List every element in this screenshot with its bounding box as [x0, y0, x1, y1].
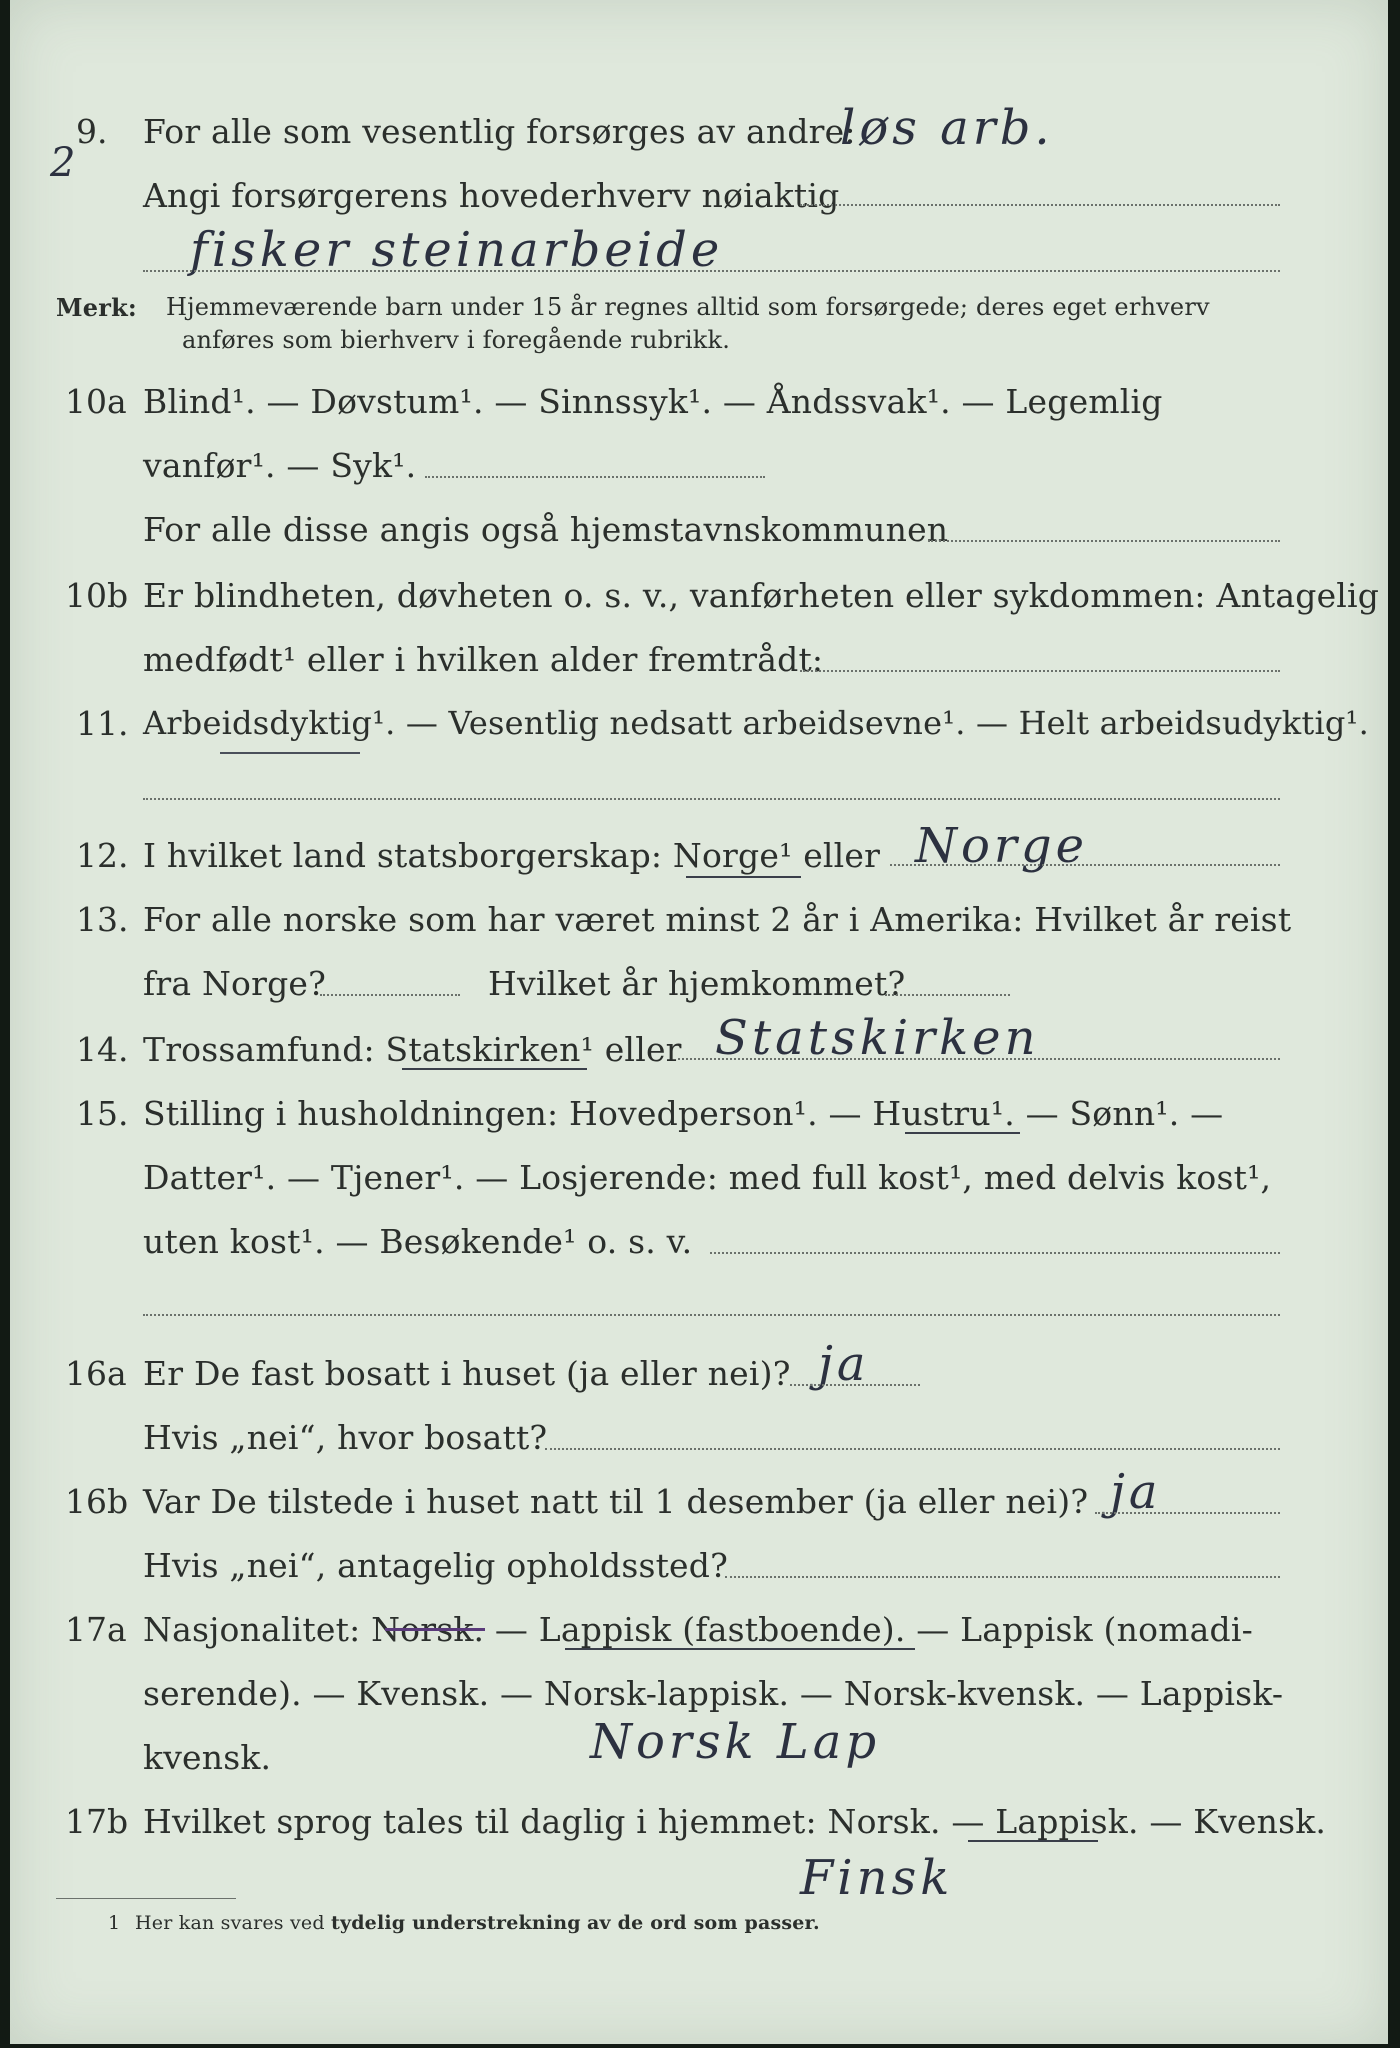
- q17b-number: 17b: [65, 1802, 129, 1841]
- q11-line1: Arbeidsdyktig¹. — Vesentlig nedsatt arbeidsevne¹. — Helt arbeidsudyktig¹.: [143, 704, 1369, 742]
- q16a-bosatt-line: [545, 1448, 1280, 1450]
- q9-line2: Angi forsørgerens hovederhverv nøiaktig: [143, 176, 840, 215]
- q17a-line2: serende). — Kvensk. — Norsk-lappisk. — Norsk-kvensk. — Lappisk-: [143, 1674, 1284, 1713]
- q16a-line2: Hvis „nei“, hvor bosatt?: [143, 1418, 548, 1457]
- q17a-handwriting: Norsk Lap: [590, 1714, 881, 1770]
- footnote-rule: [56, 1898, 236, 1899]
- q11-underline-mark: [220, 752, 360, 754]
- q14-handwriting: Statskirken: [715, 1010, 1040, 1066]
- q17b-lappisk-underline: [968, 1840, 1098, 1842]
- q11-number: 11.: [76, 704, 129, 743]
- q9-handwriting-provider: fisker steinarbeide: [190, 222, 724, 278]
- q10a-line1: Blind¹. — Døvstum¹. — Sinnssyk¹. — Åndssvak¹. — Legemlig: [143, 382, 1163, 421]
- q16b-opholdssted-line: [725, 1576, 1280, 1578]
- footnote-text-pre: Her kan svares ved: [135, 1912, 325, 1934]
- q16b-handwriting: ja: [1110, 1464, 1162, 1520]
- q17b-handwriting: Finsk: [800, 1850, 954, 1906]
- q10b-answer-line: [800, 670, 1280, 672]
- q14-statskirken-underline: [402, 1068, 587, 1070]
- footnote-text-post: av de ord som passer.: [587, 1912, 820, 1934]
- q10b-line1: Er blindheten, døvheten o. s. v., vanførheten eller sykdommen: Antagelig: [143, 576, 1380, 615]
- q10a-line2: vanfør¹. — Syk¹.: [143, 446, 417, 485]
- margin-mark: 2: [50, 140, 80, 186]
- q17a-line1: Nasjonalitet: Norsk. — Lappisk (fastboende). — Lappisk (nomadi-: [143, 1610, 1253, 1649]
- q16b-line1: Var De tilstede i huset natt til 1 desember (ja eller nei)?: [143, 1482, 1089, 1521]
- q15-number: 15.: [76, 1094, 129, 1133]
- q9-line1: For alle som vesentlig forsørges av andre:: [143, 112, 856, 151]
- q16a-handwriting: ja: [818, 1336, 870, 1392]
- q17a-lappisk-underline: [565, 1648, 915, 1650]
- q9-answer-line-2: [143, 270, 1280, 272]
- q14-number: 14.: [76, 1030, 129, 1069]
- q16b-line2: Hvis „nei“, antagelig opholdssted?: [143, 1546, 728, 1585]
- q10a-line3: For alle disse angis også hjemstavnskommunen: [143, 510, 949, 549]
- q9-number: 9.: [76, 112, 108, 151]
- q12-norge-underline: [686, 876, 801, 878]
- q17b-line1: Hvilket sprog tales til daglig i hjemmet: Norsk. — Lappisk. — Kvensk.: [143, 1802, 1327, 1841]
- q16b-answer-line: [1095, 1512, 1280, 1514]
- q15-line1: Stilling i husholdningen: Hovedperson¹. — Hustru¹. — Sønn¹. —: [143, 1094, 1224, 1133]
- q16a-line1: Er De fast bosatt i huset (ja eller nei)?: [143, 1354, 791, 1393]
- q9-answer-line: [800, 204, 1280, 206]
- q16b-number: 16b: [65, 1482, 129, 1521]
- q15-answer-line-2: [143, 1314, 1280, 1316]
- merk-label: Merk:: [56, 293, 137, 322]
- q13-line2b: Hvilket år hjemkommet?: [488, 964, 906, 1003]
- q13-reist-line: [320, 994, 460, 996]
- q16a-number: 16a: [65, 1354, 127, 1393]
- q12-line1: I hvilket land statsborgerskap: Norge¹ eller: [143, 836, 881, 875]
- q9-handwriting-occupation: løs arb.: [840, 100, 1054, 156]
- q17a-number: 17a: [65, 1610, 127, 1649]
- merk-line1: Hjemmeværende barn under 15 år regnes alltid som forsørgede; deres eget erhverv: [166, 293, 1210, 321]
- q12-handwriting: Norge: [915, 818, 1088, 874]
- q10b-line2: medfødt¹ eller i hvilken alder fremtrådt:: [143, 640, 824, 679]
- q14-line1: Trossamfund: Statskirken¹ eller: [143, 1030, 682, 1069]
- q15-hustru-underline: [905, 1132, 1020, 1134]
- q13-line1: For alle norske som har været minst 2 år i Amerika: Hvilket år reist: [143, 900, 1292, 939]
- q15-line3: uten kost¹. — Besøkende¹ o. s. v.: [143, 1222, 693, 1261]
- q14-answer-line: [678, 1058, 1280, 1060]
- q15-line2: Datter¹. — Tjener¹. — Losjerende: med full kost¹, med delvis kost¹,: [143, 1158, 1272, 1197]
- q16a-answer-line: [790, 1384, 920, 1386]
- q15-answer-line: [710, 1252, 1280, 1254]
- q13-number: 13.: [76, 900, 129, 939]
- q13-line2a: fra Norge?: [143, 964, 327, 1003]
- q12-number: 12.: [76, 836, 129, 875]
- q17a-norsk-strikethrough: [385, 1628, 485, 1631]
- q10b-number: 10b: [65, 576, 129, 615]
- q13-hjemkommet-line: [885, 994, 1010, 996]
- footnote-text: [135, 1912, 820, 1934]
- q12-answer-line: [890, 864, 1280, 866]
- q10a-home-municipality-line: [928, 540, 1280, 542]
- merk-line2: anføres som bierhverv i foregående rubrikk.: [182, 326, 731, 354]
- census-form-page: [10, 0, 1388, 2044]
- q11-answer-line: [143, 798, 1280, 800]
- q17a-line3: kvensk.: [143, 1738, 272, 1777]
- q10a-number: 10a: [65, 382, 127, 421]
- footnote-text-bold: tydelig understrekning: [330, 1912, 581, 1934]
- footnote-mark: 1: [108, 1912, 121, 1934]
- q10a-answer-line: [425, 476, 765, 478]
